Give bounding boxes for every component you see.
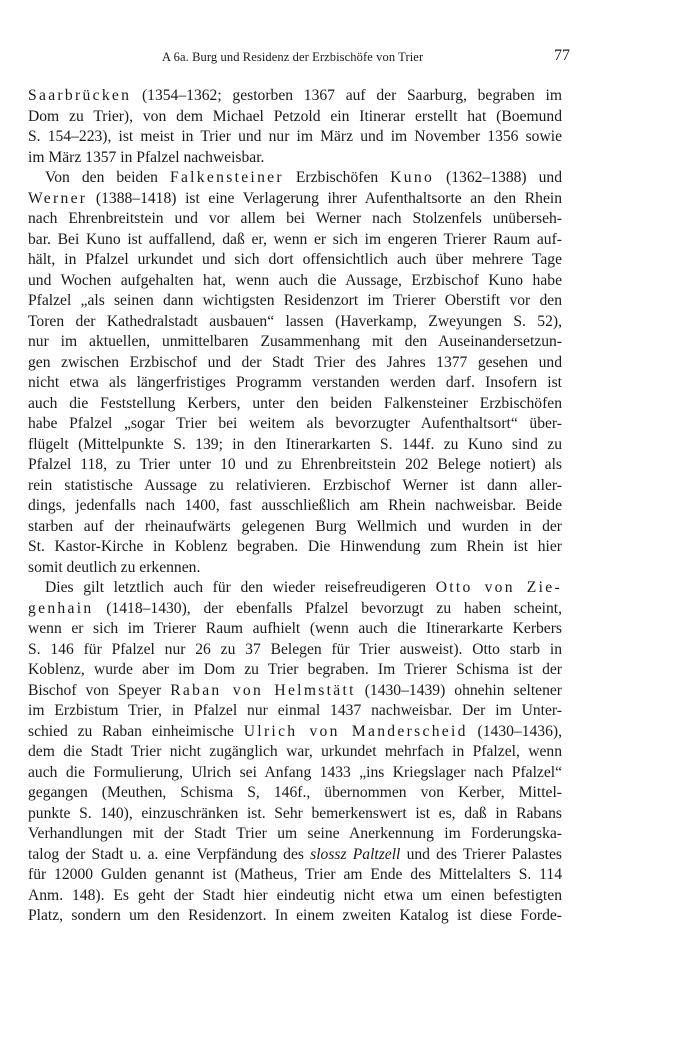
text-line	[28, 742, 562, 763]
text-line	[28, 230, 562, 251]
text-run: punkte S. 140), einzuschränken ist. Sehr bemerkenswert ist es, daß in Rabans	[28, 804, 562, 822]
text-run: wenn er sich im Trierer Raum aufhielt (wenn auch die Itinerarkarte Kerbers	[28, 620, 562, 637]
text-run: dings, jedenfalls nach 1400, fast ausschließlich am Rhein nachweisbar. Beide	[28, 497, 562, 514]
spaced-name: Falkensteiner	[169, 169, 284, 186]
text-run: somit deutlich zu erkennen.	[28, 558, 201, 576]
text-line	[28, 435, 562, 456]
text-run: nur im aktuellen, unmittelbaren Zusammenhang mit den Auseinandersetzun-	[28, 333, 562, 350]
text-line	[28, 107, 562, 128]
text-line	[28, 763, 562, 784]
text-run: rein statistische Aussage zu relativieren. Erzbischof Werner ist dann aller-	[28, 476, 562, 494]
text-run: Toren der Kathedralstadt ausbauen“ lassen (Haverkamp, Zweyungen S. 52),	[28, 312, 562, 330]
running-title: A 6a. Burg und Residenz der Erzbischöfe von Trier	[162, 50, 424, 64]
spaced-name: genhain	[28, 599, 94, 617]
text-run: nach Ehrenbreitstein und vor allem bei Werner nach Stolzenfels unübersеh-	[28, 210, 562, 227]
text-line	[28, 291, 562, 312]
text-run: hält, in Pfalzel urkundet und sich dort offensichtlich auch über mehrere Tage	[28, 251, 562, 268]
text-run: Anm. 148). Es geht der Stadt hier eindeutig nicht etwa um einen befestigten	[28, 886, 562, 904]
text-line	[28, 558, 562, 579]
spaced-name: Otto von Zie-	[435, 579, 562, 596]
text-line	[28, 865, 562, 886]
body-text	[28, 86, 562, 927]
text-line	[28, 373, 562, 394]
text-line	[28, 189, 562, 210]
text-line	[28, 619, 562, 640]
text-run: Dies gilt letztlich auch für den wieder reisefreudigeren	[45, 579, 436, 596]
text-run: nicht etwa als längerfristiges Programm verstanden werden darf. Insofern ist	[28, 374, 562, 391]
text-run: Erzbischöfen	[283, 169, 391, 186]
spaced-name: Raban von Helmstätt	[170, 681, 356, 699]
text-line	[28, 722, 562, 743]
text-line	[28, 476, 562, 497]
text-line	[28, 804, 562, 825]
text-line	[28, 414, 562, 435]
text-line	[28, 578, 562, 599]
text-line	[28, 886, 562, 907]
text-run: (1430–1436),	[467, 722, 562, 740]
text-run: Verhandlungen mit der Stadt Trier um seine Anerkennung im Forderungska-	[28, 825, 562, 842]
text-run: auch die Formulierung, Ulrich sei Anfang 1433 „ins Kriegslager nach Pfalzel“	[28, 763, 562, 781]
spaced-name: Saarbrücken	[28, 87, 132, 104]
text-run: Von den beiden	[45, 169, 170, 186]
text-line	[28, 681, 562, 702]
text-run: (1354–1362; gestorben 1367 auf der Saarburg, begraben im	[131, 87, 562, 104]
text-run: im März 1357 in Pfalzel nachweisbar.	[28, 148, 265, 166]
text-line	[28, 86, 562, 107]
text-line	[28, 127, 562, 148]
text-run: und des Trierer Palastes	[400, 845, 562, 863]
text-run: habe Pfalzel „sogar Trier bei weitem als bevorzugter Aufenthaltsort“ über-	[28, 415, 562, 432]
text-line	[28, 496, 562, 517]
text-run: starben auf der rheinaufwärts gelegenen Burg Wellmich und wurden in der	[28, 517, 562, 535]
text-line	[28, 168, 562, 189]
text-line	[28, 701, 562, 722]
text-run: (1362–1388) und	[434, 169, 563, 186]
text-run: für 12000 Gulden genannt ist (Matheus, Trier am Ende des Mittelalters S. 114	[28, 866, 562, 883]
text-run: Pfalzel „als seinen dann wichtigsten Residenzort im Trierer Oberstift vor den	[28, 292, 562, 309]
text-run: talog der Stadt u. a. eine Verpfändung des	[28, 845, 311, 863]
text-line	[28, 906, 562, 927]
page-number: 77	[554, 47, 570, 64]
text-run: auch die Feststellung Kerbers, unter den beiden Falkensteiner Erzbischöfen	[28, 394, 562, 412]
text-line	[28, 394, 562, 415]
text-line	[28, 824, 562, 845]
text-run: (1388–1418) ist eine Verlagerung ihrer Aufenthaltsorte an den Rhein	[87, 189, 562, 207]
text-run: und Wochen aufgehalten hat, wenn auch die Aussage, Erzbischof Kuno habe	[28, 271, 562, 289]
italic-quote: slossz Paltzell	[310, 845, 401, 863]
text-line	[28, 845, 562, 866]
text-line	[28, 783, 562, 804]
text-line	[28, 660, 562, 681]
text-run: schied zu Raban einheimische	[28, 722, 244, 740]
text-run: Bischof von Speyer	[28, 681, 171, 699]
text-line	[28, 332, 562, 353]
text-line	[28, 209, 562, 230]
text-run: Pfalzel 118, zu Trier unter 10 und zu Ehrenbreitstein 202 Belege notiert) als	[28, 456, 562, 473]
text-run: (1430–1439) ohnehin seltener	[355, 681, 562, 699]
text-run: gegangen (Meuthen, Schisma S, 146f., übernommen von Kerber, Mittel-	[28, 784, 562, 801]
text-run: bar. Bei Kuno ist auffallend, daß er, wenn er sich im engeren Trierer Raum auf-	[28, 230, 562, 248]
text-run: S. 146 für Pfalzel nur 26 zu 37 Belegen für Trier ausweist). Otto starb in	[28, 640, 562, 658]
text-line	[28, 271, 562, 292]
text-line	[28, 148, 562, 169]
text-line	[28, 517, 562, 538]
spaced-name: Ulrich von Manderscheid	[243, 722, 468, 740]
text-line	[28, 640, 562, 661]
text-run: Platz, sondern um den Residenzort. In einem zweiten Katalog ist diese Forde-	[28, 907, 562, 924]
spaced-name: Werner	[28, 189, 88, 207]
text-line	[28, 353, 562, 374]
spaced-name: Kuno	[390, 169, 435, 186]
text-line	[28, 537, 562, 558]
text-run: Koblenz, wurde aber im Dom zu Trier begraben. Im Trierer Schisma ist der	[28, 661, 562, 678]
text-run: S. 154–223), ist meist in Trier und nur im März und im November 1356 sowie	[28, 128, 562, 145]
text-run: St. Kastor-Kirche in Koblenz begraben. Die Hinwendung zum Rhein ist hier	[28, 538, 562, 555]
text-line	[28, 455, 562, 476]
text-line	[28, 312, 562, 333]
text-line	[28, 250, 562, 271]
text-run: (1418–1430), der ebenfalls Pfalzel bevorzugt zu haben scheint,	[93, 599, 562, 617]
text-run: dem die Stadt Trier nicht zugänglich war, urkundet mehrfach in Pfalzel, wenn	[28, 743, 562, 760]
text-run: Dom zu Trier), von dem Michael Petzold ein Itinerar erstellt hat (Boemund	[28, 107, 562, 125]
text-run: flügelt (Mittelpunkte S. 139; in den Itinerarkarten S. 144f. zu Kuno sind zu	[28, 435, 562, 453]
text-run: im Erzbistum Trier, in Pfalzel nur einmal 1437 nachweisbar. Der im Unter-	[28, 702, 562, 719]
text-run: gen zwischen Erzbischof und der Stadt Trier des Jahres 1377 gesehen und	[28, 353, 562, 371]
text-line	[28, 599, 562, 620]
